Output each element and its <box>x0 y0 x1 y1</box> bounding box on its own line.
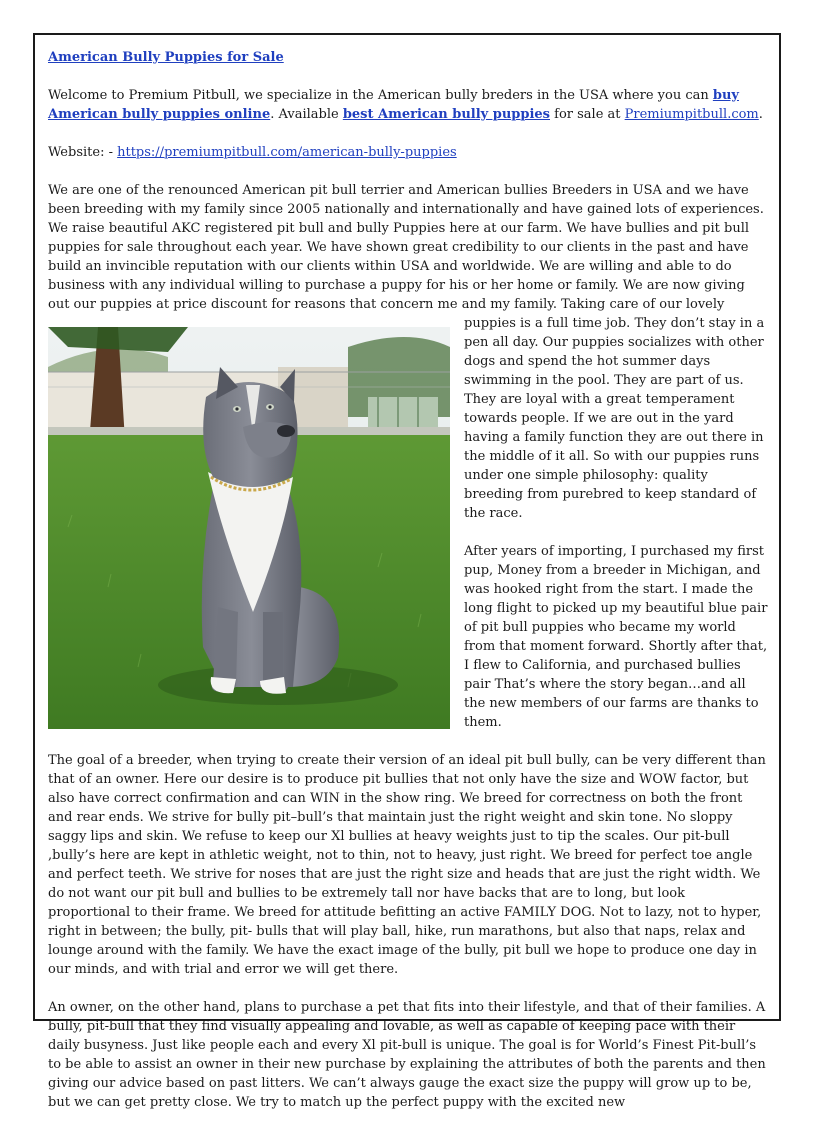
paragraph-1-text: We are one of the renounced American pit bull terrier and American bullies Breeders in USA and we have been breeding with my family since 2005 nationally and internationally and have gained lots of experiences. We raise beautiful AKC registered pit bull and bully Puppies here at our farm. We have bullies and pit bull puppies for sale throughout each year. We have shown great credibility to our clients in the past and have build an invincible reputation with our clients within USA and worldwide. We are willing and able to do business with any individual willing to purchase a puppy for his or her home or family. We are now giving out our puppies at price discount for reasons that concern me and my family. Taking care of our lovely puppies is a full time job. They don’t stay in a pen all day. Our puppies socializes with other dogs and spend the hot summer days swimming in the pool. They are part of us. They are loyal with a great temperament towards people. If we are out in the yard having a family function they are out there in the middle of it all. So with our puppies runs under one simple philosophy: quality breeding from purebred to keep standard of the race. <box>48 183 765 521</box>
best-bully-puppies-link[interactable]: best American bully puppies <box>342 107 550 122</box>
paragraph-owner-text: An owner, on the other hand, plans to purchase a pet that fits into their lifestyle, and that of their families. A bully, pit-bull that they find visually appealing and lovable, as well as capable of keeping pace with their daily busyness. Just like people each and every Xl pit-bull is unique. The goal is for World’s Finest Pit-bull’s to be able to assist an owner in their new purchase by explaining the attributes of both the parents and then giving our advice based on past litters. We can’t always gauge the exact size the puppy will grow up to be, but we can get pretty close. We try to match up the perfect puppy with the excited new <box>48 1000 766 1110</box>
intro-paragraph <box>48 86 770 124</box>
website-line <box>48 143 770 162</box>
intro-text-mid: . Available <box>270 107 343 122</box>
dog-illustration <box>48 327 450 729</box>
premiumpitbull-link[interactable]: Premiumpitbull.com <box>624 107 759 122</box>
intro-text-end: . <box>758 107 763 122</box>
buy-bully-puppies-link[interactable]: buy American bully puppies online <box>48 88 739 122</box>
intro-text-pre: Welcome to Premium Pitbull, we specialize in the American bully breders in the USA where you can <box>48 88 713 103</box>
website-url-link[interactable]: https://premiumpitbull.com/american-bully-puppies <box>117 145 457 160</box>
intro-text-post: for sale at <box>550 107 625 122</box>
paragraph-first-pup-text: After years of importing, I purchased my first pup, Money from a breeder in Michigan, and was hooked right from the start. I made the long flight to picked up my beautiful blue pair of pit bull puppies who became my world from that moment forward. Shortly after that, I flew to California, and purchased bullies pair That’s where the story began…and all the new members of our farms are thanks to them. <box>464 544 768 730</box>
website-label: Website: - <box>48 145 118 160</box>
paragraph-breeder-goal <box>48 751 770 979</box>
paragraph-owner <box>48 998 770 1112</box>
dog-photo <box>48 327 450 729</box>
title-link[interactable]: American Bully Puppies for Sale <box>48 50 284 65</box>
title-line <box>48 48 770 67</box>
paragraph-breeder-goal-text: The goal of a breeder, when trying to create their version of an ideal pit bull bully, can be very different than that of an owner. Here our desire is to produce pit bullies that not only have the size and WOW factor, but also have correct confirmation and can WIN in the show ring. We breed for correctness on both the front and rear ends. We strive for bully pit–bull’s that maintain just the right weight and skin tone. No sloppy saggy lips and skin. We refuse to keep our Xl bullies at heavy weights just to tip the scales. Our pit-bull ,bully’s here are kept in athletic weight, not to thin, not to heavy, just right. We breed for perfect toe angle and perfect teeth. We strive for noses that are just the right size and heads that are just the right width. We do not want our pit bull and bullies to be extremely tall nor have backs that are to long, but look proportional to their frame. We breed for attitude befitting an active FAMILY DOG. Not to lazy, not to hyper, right in between; the bully, pit- bulls that will play ball, hike, run marathons, but also that naps, relax and lounge around with the family. We have the exact image of the bully, pit bull we hope to produce one day in our minds, and with trial and error we will get there. <box>48 753 766 977</box>
